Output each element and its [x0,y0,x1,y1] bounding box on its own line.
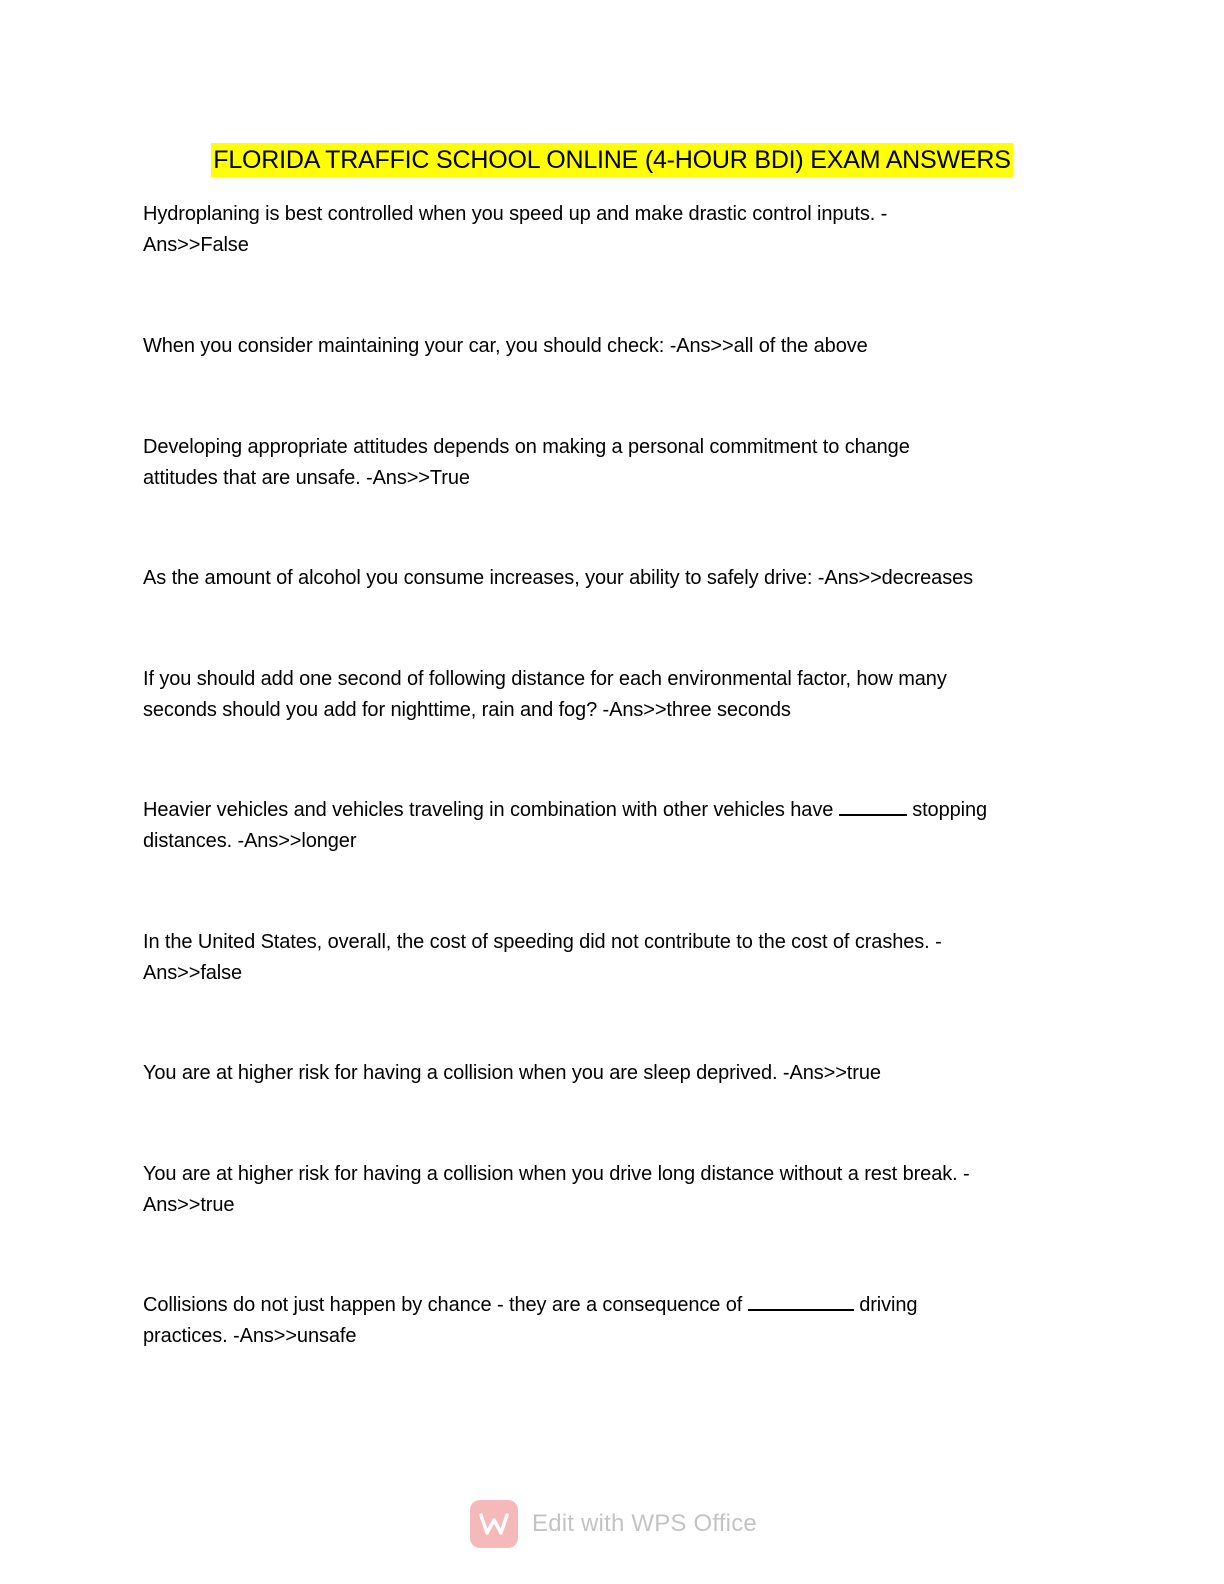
answer-line: attitudes that are unsafe. -Ans>>True [143,467,470,489]
question-line [143,795,1083,826]
fill-in-blank [839,798,907,816]
question-text-after-blank: stopping [912,799,988,821]
fill-in-blank [748,1293,854,1311]
question-line: Hydroplaning is best controlled when you speed up and make drastic control inputs. - [143,203,888,225]
answer-line: Ans>>false [143,962,243,984]
question-line: In the United States, overall, the cost of speeding did not contribute to the cost of crashes. - [143,931,942,953]
title-wrap [0,143,1224,177]
answer-line: seconds should you add for nighttime, rain and fog? -Ans>>three seconds [143,699,791,721]
wps-logo-icon [470,1500,518,1548]
question-line: If you should add one second of following distance for each environmental factor, how many [143,668,947,690]
qa-item-8 [143,1058,1083,1089]
question-line: You are at higher risk for having a collision when you are sleep deprived. -Ans>>true [143,1062,881,1084]
question-line: As the amount of alcohol you consume increases, your ability to safely drive: -Ans>>decreases [143,567,974,589]
qa-item-9 [143,1159,1083,1221]
qa-item-10 [143,1290,1083,1352]
question-text-before-blank: Collisions do not just happen by chance - they are a consequence of [143,1294,743,1316]
qa-item-3 [143,432,1083,494]
wps-footer-text: Edit with WPS Office [532,1510,757,1537]
question-line: You are at higher risk for having a collision when you drive long distance without a rest break. - [143,1163,970,1185]
question-text-before-blank: Heavier vehicles and vehicles traveling in combination with other vehicles have [143,799,834,821]
question-line [143,1290,1083,1321]
answer-line: distances. -Ans>>longer [143,830,357,852]
answer-line: Ans>>true [143,1194,235,1216]
answer-line: Ans>>False [143,234,249,256]
question-text-after-blank: driving [859,1294,918,1316]
question-line: Developing appropriate attitudes depends on making a personal commitment to change [143,436,910,458]
qa-item-5 [143,664,1083,726]
document-title: FLORIDA TRAFFIC SCHOOL ONLINE (4-HOUR BDI) EXAM ANSWERS [211,143,1012,177]
qa-item-2 [143,331,1083,362]
qa-item-1 [143,199,1083,261]
answer-line: practices. -Ans>>unsafe [143,1325,357,1347]
qa-item-4 [143,563,1083,594]
question-line: When you consider maintaining your car, you should check: -Ans>>all of the above [143,335,868,357]
qa-item-6 [143,795,1083,857]
qa-item-7 [143,927,1083,989]
wps-footer[interactable] [470,1498,757,1550]
